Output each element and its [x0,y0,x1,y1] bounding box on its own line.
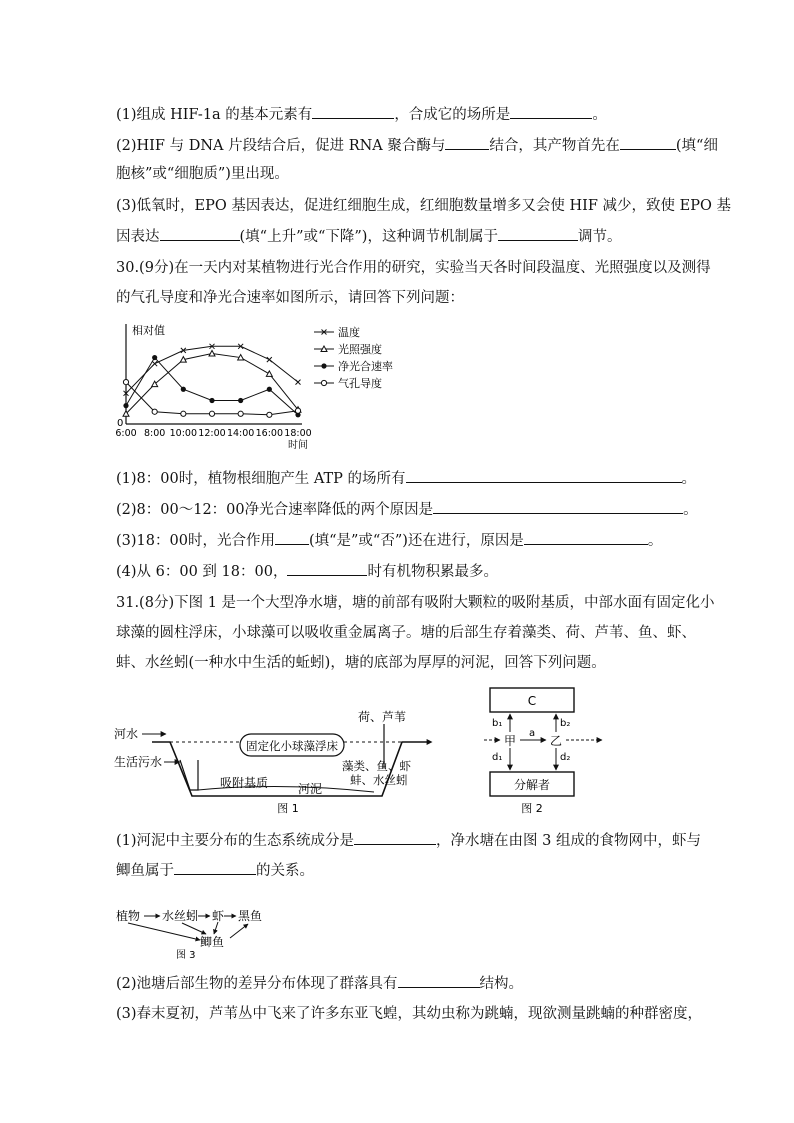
answer-blank[interactable] [287,561,367,576]
float-label: 固定化小球藻浮床 [246,739,338,753]
text: 球藻的圆柱浮床，小球藻可以吸收重金属离子。塘的后部生存着藻类、荷、芦苇、鱼、虾、 [116,625,696,641]
x-axis-label: 时间 [288,440,308,451]
text: 结合，其产物首先在 [489,138,620,154]
text: 。 [683,502,698,518]
q31-part3 [116,1004,702,1024]
text: (4)从 6：00 到 18：00， [116,564,288,580]
text: (1)河泥中主要分布的生态系统成分是 [116,833,355,849]
text: ，合成它的场所是 [394,107,511,123]
text: (2)HIF 与 DNA 片段结合后，促进 RNA 聚合酶与 [116,138,446,154]
x-tick-label: 16:00 [255,428,284,439]
figure-3-caption: 图 3 [176,950,196,960]
text: 调节。 [577,229,622,245]
text: ，净水塘在由图 3 组成的食物网中，虾与 [436,833,701,849]
data-point [238,398,243,403]
legend-label: 净光合速率 [338,360,393,373]
label-b1: b₁ [492,718,503,729]
data-point [123,403,128,408]
y-axis-label: 相对值 [132,324,165,337]
text: 结构。 [479,976,524,992]
node-yi: 乙 [550,734,563,748]
text: 因表达 [116,229,160,245]
legend-label: 温度 [338,326,360,339]
text: 时有机物积累最多。 [367,564,498,580]
data-point [266,371,272,377]
y-zero-label: 0 [117,418,124,429]
answer-blank[interactable] [498,226,578,241]
text: 。 [647,533,663,549]
mud-label: 河泥 [298,782,323,796]
text: (1)组成 HIF-1a 的基本元素有 [116,107,313,123]
edge-shrimp-crucian [214,922,218,934]
q29-part3-cont [116,226,621,247]
river-label: 河水 [114,727,139,741]
node-shrimp: 虾 [212,909,225,923]
q30-part4 [116,561,498,582]
text: (2)池塘后部生物的差异分布体现了群落具有 [116,976,398,992]
box-c-label: C [527,694,537,708]
q30-stem [116,258,711,278]
data-point [238,411,243,416]
chart-series [123,344,301,418]
data-point [123,379,128,384]
answer-blank[interactable] [620,135,676,150]
text: (3)低氧时，EPO 基因表达，促进红细胞生成，红细胞数量增多又会使 HIF 减少，致使 EPO 基 [116,198,731,214]
answer-blank[interactable] [174,860,256,875]
node-plant: 植物 [116,909,141,923]
q30-part2 [116,499,698,520]
data-point [152,409,157,414]
data-point [209,411,214,416]
text: (1)8：00时，植物根细胞产生 ATP 的场所有 [116,471,406,487]
q31-stem-cont [116,653,606,673]
q30-stem-cont [116,288,464,308]
text: 31.(8分)下图 1 是一个大型净水塘，塘的前部有吸附大颗粒的吸附基质，中部水面有固定化小 [116,595,715,611]
legend-label: 光照强度 [338,343,382,356]
edge-plant-crucian [128,923,200,940]
data-point [267,412,272,417]
figure-1-caption: 图 1 [277,802,299,815]
text: 。 [592,107,607,123]
plants-label: 荷、芦苇 [357,710,407,724]
node-jia: 甲 [504,734,517,748]
answer-blank[interactable] [398,973,480,988]
answer-blank[interactable] [275,530,309,545]
text: 的气孔导度和净光合速率如图所示，请回答下列问题： [116,290,464,306]
data-point [181,387,186,392]
data-point [321,380,326,385]
answer-blank[interactable] [354,830,436,845]
text: (填“上升”或“下降”)，这种调节机制属于 [239,229,498,245]
edge-crucian-blackfish [230,924,248,938]
answer-blank[interactable] [160,226,240,241]
data-point [209,350,215,356]
answer-blank[interactable] [524,530,648,545]
answer-blank[interactable] [312,104,394,119]
text: 30.(9分)在一天内对某植物进行光合作用的研究，实验当天各时间段温度、光照强度以及测得 [116,260,711,276]
edge-worm-crucian [182,923,206,934]
x-tick-label: 8:00 [143,428,166,439]
q31-stem-cont [116,623,696,643]
node-worm: 水丝蚓 [162,909,199,923]
answer-blank[interactable] [510,104,592,119]
q30-part1 [116,468,696,489]
x-tick-label: 14:00 [226,428,255,439]
label-d2: d₂ [560,752,571,763]
text: (3)春末夏初，芦苇丛中飞来了许多东亚飞蝗，其幼虫称为跳蝻，现欲测量跳蝻的种群密度， [116,1006,703,1022]
answer-blank[interactable] [433,499,683,514]
q31-part2 [116,973,523,994]
q31-part1 [116,830,701,851]
answer-blank[interactable] [406,468,682,483]
node-crucian: 鲫鱼 [200,935,225,949]
data-point [321,363,326,368]
q31-part1-cont [116,860,314,881]
q29-part1 [116,104,607,125]
data-point [267,387,272,392]
data-point [295,408,300,413]
node-blackfish: 黑鱼 [238,909,263,923]
sewage-label: 生活污水 [114,755,163,769]
text: (填“细 [675,138,718,154]
figure-1-pond [112,690,472,818]
text: 的关系。 [256,863,314,879]
text: (3)18：00时，光合作用 [116,533,275,549]
label-b2: b₂ [560,718,571,729]
chart-legend [314,325,393,390]
organisms-label: 藻类、鱼、虾 [342,759,411,773]
box-decomposer-label: 分解者 [513,778,551,792]
label-a: a [529,728,536,739]
text: 胞核”或“细胞质”)里出现。 [116,166,289,182]
x-tick-label: 18:00 [284,428,312,439]
text: (2)8：00～12：00净光合速率降低的两个原因是 [116,502,434,518]
adsorb-label: 吸附基质 [220,776,269,790]
label-d1: d₁ [492,752,503,763]
figure-3-food-web [114,896,314,960]
x-tick-label: 12:00 [198,428,226,439]
data-point [209,398,214,403]
data-point [181,411,186,416]
legend-label: 气孔导度 [338,377,382,390]
line-chart [112,318,412,458]
text: (填“是”或“否”)还在进行，原因是 [308,533,524,549]
q31-stem [116,593,715,613]
answer-blank[interactable] [445,135,489,150]
x-tick-label: 10:00 [169,428,198,439]
organisms-label: 蚌、水丝蚓 [350,773,408,787]
q29-part2 [116,135,718,156]
q30-part3 [116,530,662,551]
text: 鲫鱼属于 [116,863,174,879]
q29-part3 [116,196,731,216]
figure-2-caption: 图 2 [521,802,543,815]
figure-2-energy-flow [484,684,624,818]
text: 。 [681,471,697,487]
text: 蚌、水丝蚓(一种水中生活的蚯蚓)，塘的底部为厚厚的河泥，回答下列问题。 [116,655,606,671]
chart-axes [115,323,311,451]
data-point [152,355,157,360]
x-tick-label: 6:00 [115,428,137,439]
q29-part2-cont [116,164,289,184]
